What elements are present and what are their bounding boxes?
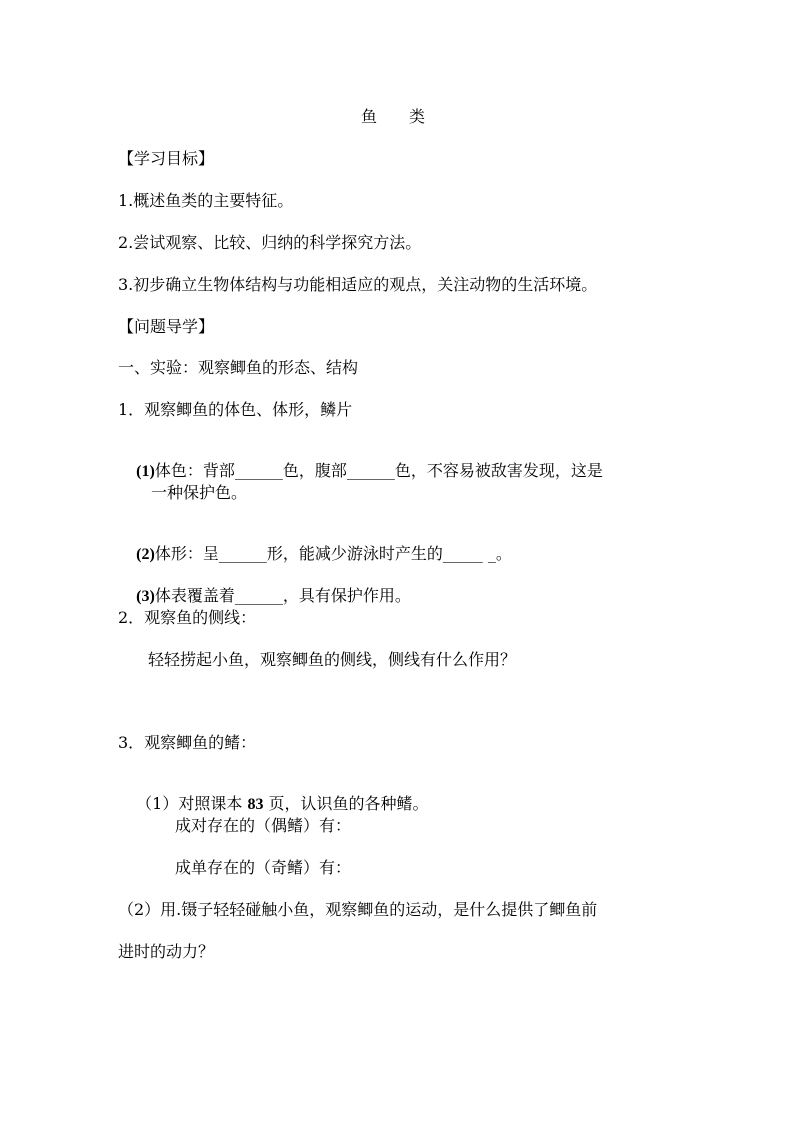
item3-sub1-page: 83 [247,796,264,813]
single-fins: 成单存在的（奇鳍）有： [175,858,352,877]
item3-label: 3．观察鲫鱼的鳍： [118,733,257,752]
question-2 [126,524,512,565]
questions-header: 【问题导学】 [118,317,215,336]
question-3-number: (3) [136,588,155,605]
paired-fins: 成对存在的（偶鳍）有： [175,816,352,835]
page-title: 鱼 类 [361,107,426,126]
item3-sub1-post: 页，认识鱼的各种鳍。 [268,794,429,813]
experiment-heading: 一、实验：观察鲫鱼的形态、结构 [118,358,359,377]
question-3-text: 体表覆盖着______，具有保护作用。 [154,586,411,605]
goal-item: 1.概述鱼类的主要特征。 [118,191,294,210]
question-1-number: (1) [136,463,155,480]
item3-sub1-pre: （1）对照课本 [136,794,243,813]
goals-header: 【学习目标】 [118,149,215,168]
item3-sub2-continued: 进时的动力？ [118,942,215,961]
question-1-text: 体色：背部______色，腹部______色，不容易被敌害发现，这是 [154,461,603,480]
item3-sub1 [126,774,429,815]
question-1 [126,441,603,482]
item2-text: 轻轻捞起小鱼，观察鲫鱼的侧线，侧线有什么作用？ [148,650,517,669]
item1-label: 1．观察鲫鱼的体色、体形，鳞片 [118,400,353,419]
goal-item: 2.尝试观察、比较、归纳的科学探究方法。 [118,233,422,252]
question-3 [126,566,411,607]
goal-item: 3.初步确立生物体结构与功能相适应的观点，关注动物的生活环境。 [118,275,598,294]
question-2-number: (2) [136,546,155,563]
question-2-text: 体形：呈______形，能减少游泳时产生的_____ _。 [154,544,512,563]
item2-label: 2．观察鱼的侧线： [118,608,257,627]
item3-sub2: （2）用.镊子轻轻碰触小鱼，观察鲫鱼的运动，是什么提供了鲫鱼前 [118,900,598,919]
question-1-continued: 一种保护色。 [151,483,248,502]
